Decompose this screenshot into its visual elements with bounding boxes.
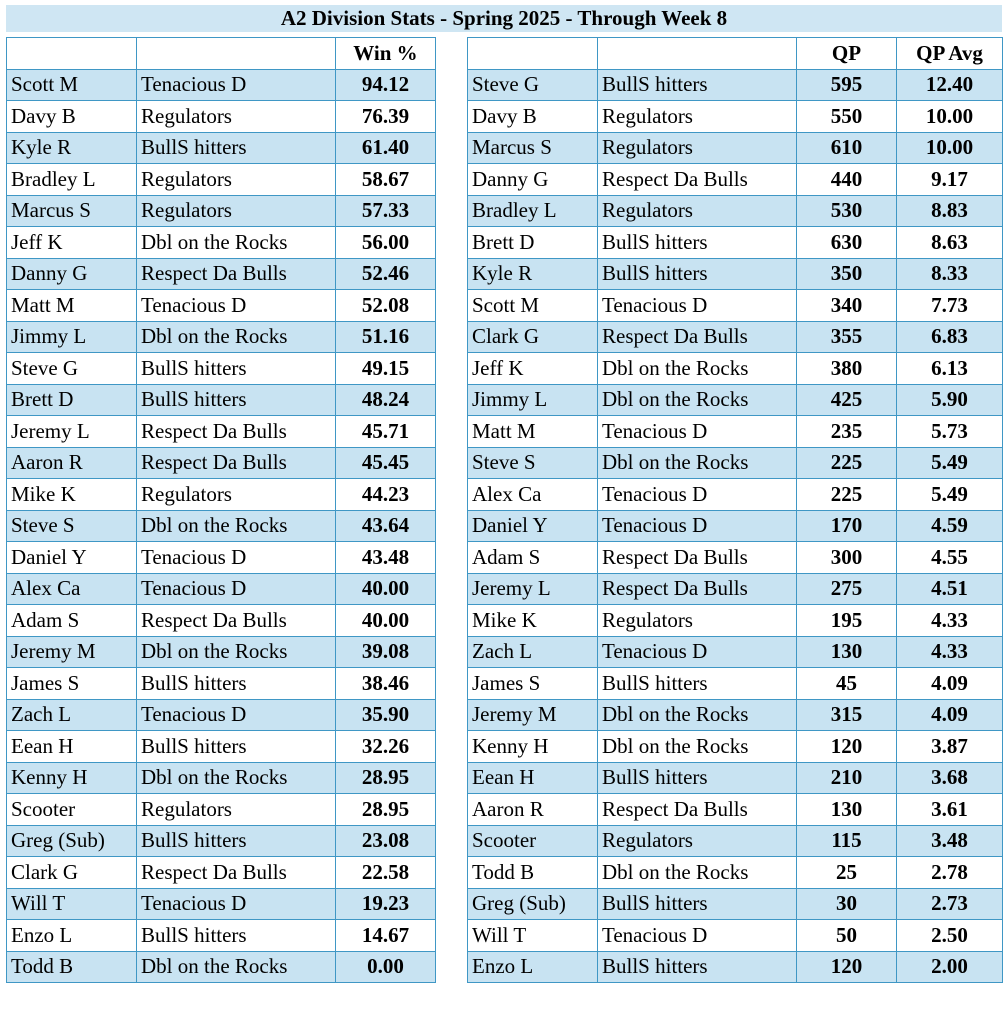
player-name-cell: Adam S: [468, 542, 598, 574]
win-pct-cell: 28.95: [336, 794, 436, 826]
qp-cell: 25: [797, 857, 897, 889]
player-name-cell: Kenny H: [7, 762, 137, 794]
team-name-cell: Tenacious D: [598, 510, 797, 542]
team-name-cell: Dbl on the Rocks: [137, 510, 336, 542]
team-name-cell: Tenacious D: [137, 69, 336, 101]
team-name-cell: Tenacious D: [598, 920, 797, 952]
player-name-cell: Daniel Y: [7, 542, 137, 574]
team-name-cell: BullS hitters: [137, 384, 336, 416]
qp-cell: 120: [797, 951, 897, 983]
win-pct-cell: 35.90: [336, 699, 436, 731]
qp-avg-cell: 4.33: [897, 636, 1003, 668]
win-pct-cell: 23.08: [336, 825, 436, 857]
player-name-cell: Enzo L: [7, 920, 137, 952]
team-name-cell: Respect Da Bulls: [598, 794, 797, 826]
qp-cell: 350: [797, 258, 897, 290]
table-row: [7, 510, 436, 542]
table-row: [7, 195, 436, 227]
qp-avg-cell: 7.73: [897, 290, 1003, 322]
table-row: [468, 447, 1003, 479]
qp-cell: 225: [797, 447, 897, 479]
player-name-cell: Will T: [7, 888, 137, 920]
player-name-cell: Bradley L: [468, 195, 598, 227]
player-name-cell: Kenny H: [468, 731, 598, 763]
table-row: [7, 416, 436, 448]
player-name-cell: Jeremy L: [7, 416, 137, 448]
header-row: [468, 38, 1003, 70]
table-row: [468, 825, 1003, 857]
team-name-cell: Respect Da Bulls: [137, 605, 336, 637]
team-name-cell: Dbl on the Rocks: [598, 353, 797, 385]
team-name-cell: Regulators: [137, 479, 336, 511]
win-pct-cell: 57.33: [336, 195, 436, 227]
qp-cell: 595: [797, 69, 897, 101]
table-row: [468, 951, 1003, 983]
table-row: [7, 479, 436, 511]
qp-avg-cell: 4.51: [897, 573, 1003, 605]
team-name-cell: Dbl on the Rocks: [137, 951, 336, 983]
team-name-cell: BullS hitters: [598, 69, 797, 101]
team-name-cell: Regulators: [598, 195, 797, 227]
table-row: [7, 69, 436, 101]
player-name-cell: Scooter: [7, 794, 137, 826]
player-name-cell: Aaron R: [468, 794, 598, 826]
player-name-cell: Jeremy M: [7, 636, 137, 668]
player-name-cell: Brett D: [468, 227, 598, 259]
table-row: [468, 290, 1003, 322]
table-row: [468, 416, 1003, 448]
team-name-cell: Dbl on the Rocks: [598, 699, 797, 731]
table-row: [7, 321, 436, 353]
player-name-cell: Jimmy L: [7, 321, 137, 353]
win-pct-cell: 52.08: [336, 290, 436, 322]
table-row: [7, 731, 436, 763]
team-name-cell: Respect Da Bulls: [137, 857, 336, 889]
qp-cell: 425: [797, 384, 897, 416]
team-name-cell: Tenacious D: [598, 636, 797, 668]
qp-cell: 45: [797, 668, 897, 700]
team-name-cell: Regulators: [137, 101, 336, 133]
table-row: [7, 825, 436, 857]
qp-avg-cell: 5.73: [897, 416, 1003, 448]
qp-avg-cell: 4.33: [897, 605, 1003, 637]
table-row: [468, 605, 1003, 637]
table-row: [468, 132, 1003, 164]
win-pct-cell: 76.39: [336, 101, 436, 133]
win-pct-cell: 44.23: [336, 479, 436, 511]
table-row: [468, 479, 1003, 511]
team-name-cell: Dbl on the Rocks: [598, 447, 797, 479]
qp-cell: 225: [797, 479, 897, 511]
win-pct-cell: 61.40: [336, 132, 436, 164]
player-name-cell: Mike K: [7, 479, 137, 511]
player-name-cell: Danny G: [468, 164, 598, 196]
table-row: [468, 762, 1003, 794]
table-row: [468, 888, 1003, 920]
player-name-cell: Enzo L: [468, 951, 598, 983]
team-name-cell: BullS hitters: [137, 825, 336, 857]
qp-avg-cell: 2.00: [897, 951, 1003, 983]
player-name-cell: Zach L: [468, 636, 598, 668]
win-pct-cell: 14.67: [336, 920, 436, 952]
table-row: [468, 668, 1003, 700]
player-name-cell: Clark G: [468, 321, 598, 353]
table-row: [7, 353, 436, 385]
player-name-cell: Steve S: [7, 510, 137, 542]
player-name-cell: Mike K: [468, 605, 598, 637]
table-row: [7, 857, 436, 889]
player-name-cell: Greg (Sub): [468, 888, 598, 920]
player-name-cell: Davy B: [7, 101, 137, 133]
team-name-cell: Tenacious D: [598, 416, 797, 448]
team-name-cell: BullS hitters: [137, 132, 336, 164]
win-pct-cell: 28.95: [336, 762, 436, 794]
qp-cell: 355: [797, 321, 897, 353]
win-percentage-table: [6, 37, 436, 983]
team-name-cell: Tenacious D: [137, 699, 336, 731]
player-column-header: [468, 38, 598, 70]
table-row: [468, 857, 1003, 889]
player-name-cell: Jeff K: [468, 353, 598, 385]
qp-avg-cell: 2.78: [897, 857, 1003, 889]
table-row: [7, 794, 436, 826]
qp-avg-cell: 3.87: [897, 731, 1003, 763]
team-column-header: [598, 38, 797, 70]
table-row: [468, 353, 1003, 385]
team-name-cell: BullS hitters: [598, 668, 797, 700]
player-name-cell: Greg (Sub): [7, 825, 137, 857]
qp-avg-cell: 6.83: [897, 321, 1003, 353]
win-pct-cell: 43.64: [336, 510, 436, 542]
qp-cell: 380: [797, 353, 897, 385]
table-row: [7, 920, 436, 952]
qp-avg-cell: 5.49: [897, 479, 1003, 511]
win-pct-cell: 32.26: [336, 731, 436, 763]
team-name-cell: BullS hitters: [598, 227, 797, 259]
team-name-cell: Regulators: [598, 825, 797, 857]
win-pct-cell: 52.46: [336, 258, 436, 290]
table-row: [468, 69, 1003, 101]
team-name-cell: Dbl on the Rocks: [137, 762, 336, 794]
table-row: [7, 384, 436, 416]
player-name-cell: James S: [468, 668, 598, 700]
qp-avg-cell: 5.49: [897, 447, 1003, 479]
player-name-cell: Jeremy M: [468, 699, 598, 731]
win-pct-cell: 0.00: [336, 951, 436, 983]
team-name-cell: BullS hitters: [598, 258, 797, 290]
table-row: [7, 164, 436, 196]
qp-avg-cell: 6.13: [897, 353, 1003, 385]
player-name-cell: Todd B: [7, 951, 137, 983]
win-pct-cell: 19.23: [336, 888, 436, 920]
qp-avg-cell: 9.17: [897, 164, 1003, 196]
team-name-cell: Regulators: [598, 101, 797, 133]
team-name-cell: Regulators: [137, 164, 336, 196]
table-row: [7, 447, 436, 479]
qp-avg-cell: 2.50: [897, 920, 1003, 952]
player-name-cell: Matt M: [468, 416, 598, 448]
win-pct-cell: 45.71: [336, 416, 436, 448]
win-pct-cell: 45.45: [336, 447, 436, 479]
player-name-cell: Aaron R: [7, 447, 137, 479]
team-name-cell: Regulators: [598, 132, 797, 164]
qp-avg-cell: 8.33: [897, 258, 1003, 290]
table-row: [7, 573, 436, 605]
player-name-cell: Scott M: [468, 290, 598, 322]
team-name-cell: BullS hitters: [598, 762, 797, 794]
player-name-cell: Kyle R: [468, 258, 598, 290]
table-row: [7, 668, 436, 700]
qp-avg-column-header: QP Avg: [897, 38, 1003, 70]
team-name-cell: Regulators: [137, 794, 336, 826]
qp-cell: 210: [797, 762, 897, 794]
table-row: [468, 636, 1003, 668]
team-name-cell: Respect Da Bulls: [598, 542, 797, 574]
qp-cell: 550: [797, 101, 897, 133]
table-row: [7, 101, 436, 133]
team-name-cell: BullS hitters: [137, 920, 336, 952]
team-name-cell: Respect Da Bulls: [137, 447, 336, 479]
team-name-cell: Tenacious D: [137, 290, 336, 322]
player-name-cell: Marcus S: [468, 132, 598, 164]
qp-cell: 120: [797, 731, 897, 763]
team-name-cell: Dbl on the Rocks: [598, 384, 797, 416]
player-name-cell: Scooter: [468, 825, 598, 857]
team-name-cell: Respect Da Bulls: [598, 321, 797, 353]
table-row: [7, 605, 436, 637]
win-pct-cell: 40.00: [336, 573, 436, 605]
team-name-cell: Regulators: [598, 605, 797, 637]
player-name-cell: Eean H: [7, 731, 137, 763]
table-row: [468, 101, 1003, 133]
win-pct-cell: 38.46: [336, 668, 436, 700]
team-name-cell: BullS hitters: [598, 951, 797, 983]
table-row: [468, 164, 1003, 196]
qp-cell: 130: [797, 794, 897, 826]
table-row: [468, 321, 1003, 353]
table-row: [7, 290, 436, 322]
win-pct-cell: 43.48: [336, 542, 436, 574]
team-name-cell: BullS hitters: [137, 353, 336, 385]
player-name-cell: Will T: [468, 920, 598, 952]
player-name-cell: Scott M: [7, 69, 137, 101]
player-name-cell: Clark G: [7, 857, 137, 889]
table-row: [468, 258, 1003, 290]
table-row: [7, 636, 436, 668]
table-row: [468, 920, 1003, 952]
table-row: [7, 132, 436, 164]
table-row: [468, 573, 1003, 605]
qp-column-header: QP: [797, 38, 897, 70]
team-name-cell: BullS hitters: [137, 731, 336, 763]
team-name-cell: Tenacious D: [137, 573, 336, 605]
table-row: [7, 762, 436, 794]
player-name-cell: Todd B: [468, 857, 598, 889]
qp-avg-cell: 10.00: [897, 101, 1003, 133]
player-name-cell: Alex Ca: [468, 479, 598, 511]
team-name-cell: BullS hitters: [137, 668, 336, 700]
team-name-cell: Tenacious D: [137, 542, 336, 574]
qp-cell: 300: [797, 542, 897, 574]
team-name-cell: Dbl on the Rocks: [137, 227, 336, 259]
player-column-header: [7, 38, 137, 70]
table-row: [468, 542, 1003, 574]
qp-avg-cell: 4.59: [897, 510, 1003, 542]
win-pct-cell: 40.00: [336, 605, 436, 637]
player-name-cell: Jimmy L: [468, 384, 598, 416]
player-name-cell: Zach L: [7, 699, 137, 731]
team-name-cell: Dbl on the Rocks: [598, 731, 797, 763]
table-row: [7, 258, 436, 290]
table-row: [7, 227, 436, 259]
table-row: [468, 227, 1003, 259]
table-row: [468, 510, 1003, 542]
qp-cell: 130: [797, 636, 897, 668]
qp-cell: 530: [797, 195, 897, 227]
team-name-cell: Dbl on the Rocks: [598, 857, 797, 889]
qp-cell: 340: [797, 290, 897, 322]
win-pct-cell: 58.67: [336, 164, 436, 196]
qp-avg-cell: 4.09: [897, 699, 1003, 731]
player-name-cell: Bradley L: [7, 164, 137, 196]
win-pct-cell: 48.24: [336, 384, 436, 416]
player-name-cell: Marcus S: [7, 195, 137, 227]
qp-cell: 50: [797, 920, 897, 952]
team-name-cell: Respect Da Bulls: [137, 258, 336, 290]
qp-avg-cell: 10.00: [897, 132, 1003, 164]
table-row: [468, 731, 1003, 763]
team-name-cell: BullS hitters: [598, 888, 797, 920]
player-name-cell: Steve G: [468, 69, 598, 101]
team-name-cell: Tenacious D: [137, 888, 336, 920]
team-name-cell: Dbl on the Rocks: [137, 636, 336, 668]
qp-cell: 440: [797, 164, 897, 196]
qp-avg-cell: 12.40: [897, 69, 1003, 101]
qp-avg-cell: 5.90: [897, 384, 1003, 416]
quality-points-table: [467, 37, 1003, 983]
table-row: [7, 888, 436, 920]
player-name-cell: James S: [7, 668, 137, 700]
win-pct-cell: 51.16: [336, 321, 436, 353]
team-name-cell: Respect Da Bulls: [598, 164, 797, 196]
player-name-cell: Danny G: [7, 258, 137, 290]
team-name-cell: Respect Da Bulls: [598, 573, 797, 605]
player-name-cell: Adam S: [7, 605, 137, 637]
qp-avg-cell: 8.83: [897, 195, 1003, 227]
qp-avg-cell: 3.48: [897, 825, 1003, 857]
player-name-cell: Eean H: [468, 762, 598, 794]
win-pct-column-header: Win %: [336, 38, 436, 70]
team-name-cell: Dbl on the Rocks: [137, 321, 336, 353]
player-name-cell: Kyle R: [7, 132, 137, 164]
team-name-cell: Regulators: [137, 195, 336, 227]
player-name-cell: Steve G: [7, 353, 137, 385]
table-row: [7, 951, 436, 983]
qp-avg-cell: 4.55: [897, 542, 1003, 574]
qp-cell: 115: [797, 825, 897, 857]
qp-avg-cell: 2.73: [897, 888, 1003, 920]
table-row: [468, 195, 1003, 227]
team-name-cell: Tenacious D: [598, 479, 797, 511]
qp-cell: 630: [797, 227, 897, 259]
header-row: [7, 38, 436, 70]
win-pct-cell: 22.58: [336, 857, 436, 889]
qp-avg-cell: 4.09: [897, 668, 1003, 700]
team-name-cell: Tenacious D: [598, 290, 797, 322]
page-title: A2 Division Stats - Spring 2025 - Through Week 8: [6, 5, 1002, 32]
player-name-cell: Steve S: [468, 447, 598, 479]
qp-avg-cell: 8.63: [897, 227, 1003, 259]
qp-cell: 610: [797, 132, 897, 164]
qp-avg-cell: 3.61: [897, 794, 1003, 826]
qp-cell: 275: [797, 573, 897, 605]
qp-cell: 315: [797, 699, 897, 731]
win-pct-cell: 49.15: [336, 353, 436, 385]
table-row: [7, 699, 436, 731]
player-name-cell: Daniel Y: [468, 510, 598, 542]
qp-cell: 170: [797, 510, 897, 542]
qp-avg-cell: 3.68: [897, 762, 1003, 794]
table-row: [468, 794, 1003, 826]
win-pct-cell: 39.08: [336, 636, 436, 668]
team-name-cell: Respect Da Bulls: [137, 416, 336, 448]
win-pct-cell: 94.12: [336, 69, 436, 101]
player-name-cell: Matt M: [7, 290, 137, 322]
player-name-cell: Davy B: [468, 101, 598, 133]
table-row: [468, 384, 1003, 416]
player-name-cell: Alex Ca: [7, 573, 137, 605]
player-name-cell: Jeff K: [7, 227, 137, 259]
player-name-cell: Brett D: [7, 384, 137, 416]
qp-cell: 235: [797, 416, 897, 448]
win-pct-cell: 56.00: [336, 227, 436, 259]
player-name-cell: Jeremy L: [468, 573, 598, 605]
qp-cell: 30: [797, 888, 897, 920]
team-column-header: [137, 38, 336, 70]
qp-cell: 195: [797, 605, 897, 637]
table-row: [7, 542, 436, 574]
table-row: [468, 699, 1003, 731]
